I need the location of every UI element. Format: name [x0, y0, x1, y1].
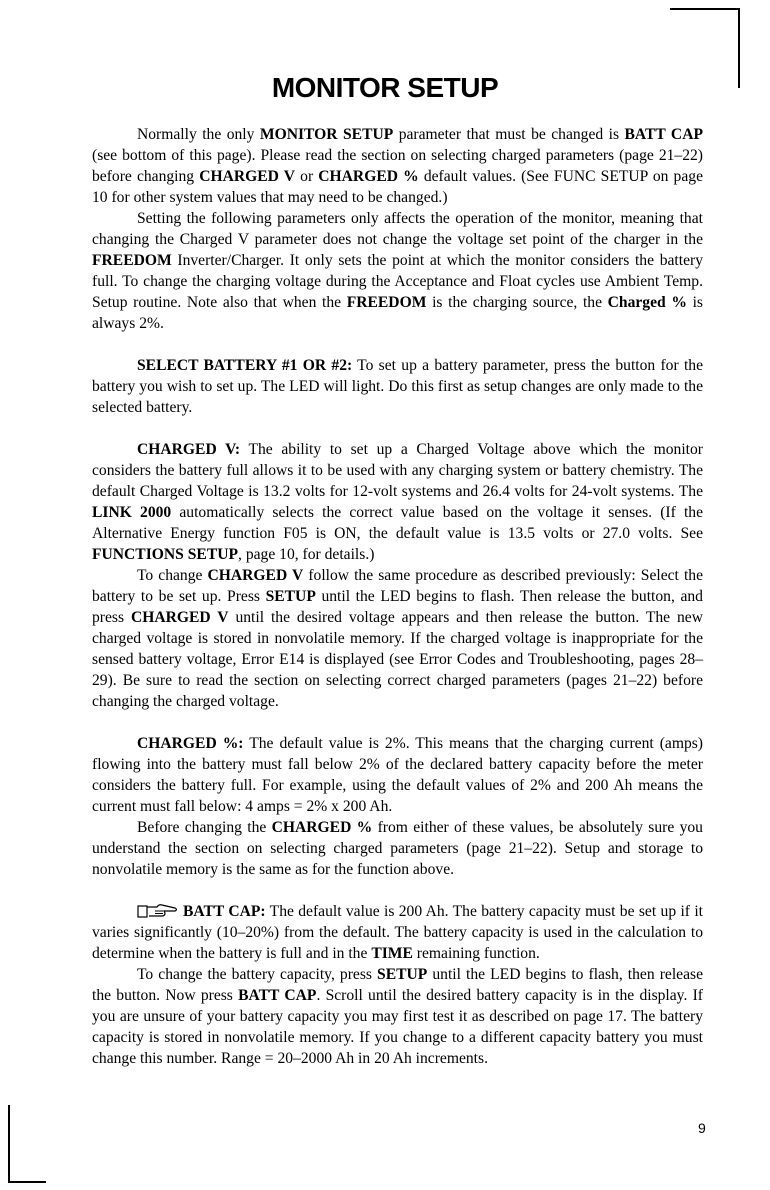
paragraph-select-battery: SELECT BATTERY #1 OR #2: To set up a battery parameter, press the button for the battery you wish to set up. The LED will light. Do this first as setup changes are only made to the selected battery.: [92, 357, 703, 416]
crop-mark-bottom-left-horizontal: [8, 1181, 46, 1183]
paragraph-intro: Normally the only MONITOR SETUP parameter that must be changed is BATT CAP (see bottom of this page). Please read the section on selecting charged parameters (page 21–22) before changing CHARGED V or CHARGED % default values. (See FUNC SETUP on page 10 for other system values that may need to be changed.): [92, 126, 703, 206]
paragraph-charged-v: CHARGED V: The ability to set up a Charged Voltage above which the monitor considers the battery full allows it to be used with any charging system or battery chemistry. The default Charged Voltage is 13.2 volts for 12-volt systems and 26.4 volts for 24-volt systems. The LINK 2000 automatically selects the correct value based on the voltage it senses. (If the Alternative Energy function F05 is ON, the default value is 13.5 volts or 27.0 volts. See FUNCTIONS SETUP, page 10, for details.): [92, 441, 703, 563]
page-title: MONITOR SETUP: [271, 72, 499, 103]
paragraph-change-batt-cap: To change the battery capacity, press SETUP until the LED begins to flash, then release the button. Now press BATT CAP. Scroll until the desired battery capacity is in the display. If you are unsure of your battery capacity you may first test it as described on page 17. The battery capacity is stored in nonvolatile memory. If you change to a different capacity battery you must change this number. Range = 20–2000 Ah in 20 Ah increments.: [92, 966, 703, 1067]
paragraph-charged-v-note: Setting the following parameters only affects the operation of the monitor, meaning that changing the Charged V parameter does not change the voltage set point of the charger in the FREEDOM Inverter/Charger. It only sets the point at which the monitor considers the battery full. To change the charging voltage during the Acceptance and Float cycles use Ambient Temp. Setup routine. Note also that when the FREEDOM is the charging source, the Charged % is always 2%.: [92, 210, 703, 332]
crop-mark-top-right-horizontal: [670, 8, 740, 10]
paragraph-change-charged-percent: Before changing the CHARGED % from either of these values, be absolutely sure you understand the section on selecting charged parameters (page 21–22). Setup and storage to nonvolatile memory is the same as for the function above.: [92, 819, 703, 878]
body-text: [92, 124, 703, 1069]
paragraph-batt-cap: BATT CAP: The default value is 200 Ah. The battery capacity must be set up if it varies significantly (10–20%) from the default. The battery capacity is used in the calculation to determine when the battery is full and in the TIME remaining function.: [92, 903, 703, 962]
pointing-hand-icon: [137, 901, 179, 919]
page-number: 9: [698, 1120, 706, 1136]
crop-mark-bottom-left-vertical: [8, 1105, 10, 1183]
paragraph-charged-percent: CHARGED %: The default value is 2%. This means that the charging current (amps) flowing into the battery must fall below 2% of the declared battery capacity before the meter considers the battery full. For example, using the default values of 2% and 200 Ah means the current must fall below: 4 amps = 2% x 200 Ah.: [92, 735, 704, 815]
paragraph-change-charged-v: To change CHARGED V follow the same procedure as described previously: Select the battery to be set up. Press SETUP until the LED begins to flash. Then release the button, and press CHARGED V until the desired voltage appears and then release the button. The new charged voltage is stored in nonvolatile memory. If the charged voltage is inappropriate for the sensed battery voltage, Error E14 is displayed (see Error Codes and Troubleshooting, pages 28–29). Be sure to read the section on selecting correct charged parameters (pages 21–22) before changing the charged voltage.: [92, 567, 703, 710]
